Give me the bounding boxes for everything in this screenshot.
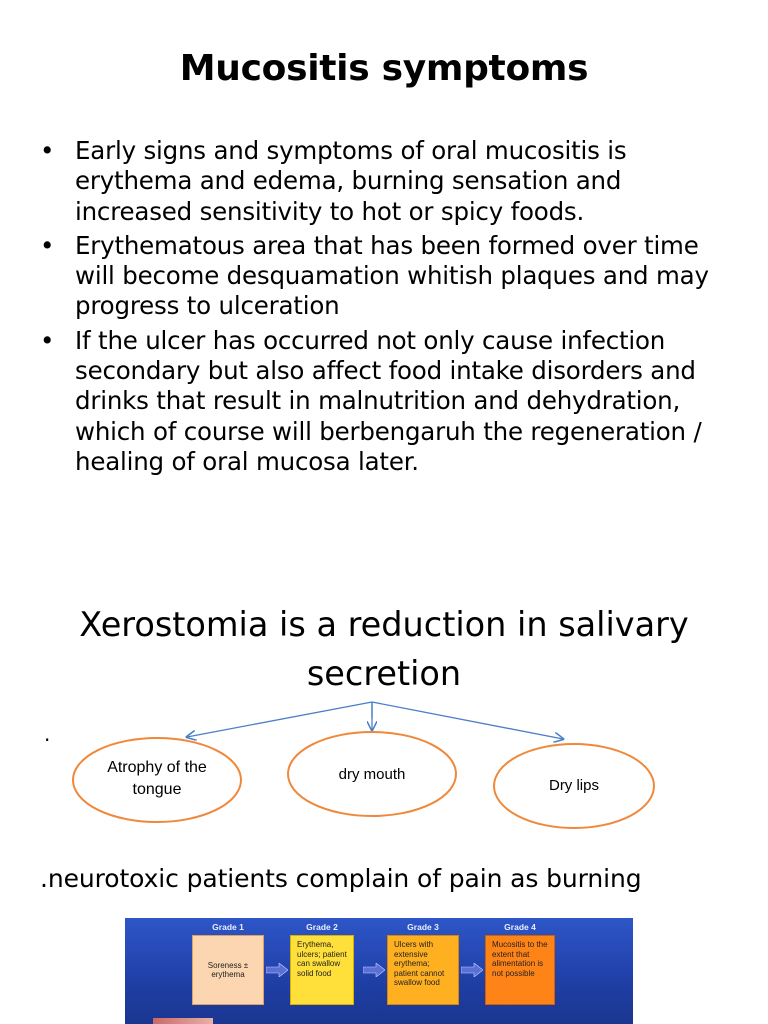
symptom-bullet-list	[40, 136, 740, 481]
bullet-dot-icon: •	[40, 136, 55, 165]
bullet-item	[40, 231, 740, 322]
grade-3-text: Ulcers with extensive erythema; patient cannot swallow food	[394, 940, 445, 987]
bullet-dot-icon: •	[40, 325, 55, 355]
bullet-item	[40, 326, 740, 477]
bullet-text: If the ulcer has occurred not only cause infection secondary but also affect food intake disorders and drinks that result in malnutrition and dehydration, which of course will berbengaruh the regeneration / healing of oral mucosa later.	[75, 325, 702, 476]
arrow-right-icon	[461, 963, 483, 977]
grade-1-text: Soreness ± erythema	[207, 960, 249, 979]
oval-label-dry-lips: Dry lips	[548, 777, 599, 794]
grade-header: Grade 4	[504, 922, 536, 932]
neurotoxic-text: .neurotoxic patients complain of pain as burning	[40, 864, 642, 893]
grade-3-box	[387, 935, 459, 1005]
grade-header: Grade 3	[407, 922, 439, 932]
grade-4-box	[485, 935, 555, 1005]
oval-label-atrophy: Atrophy of the tongue	[107, 759, 207, 798]
grade-header: Grade 2	[306, 922, 338, 932]
grade-1-box	[192, 935, 264, 1005]
arrow-right-icon	[266, 963, 288, 977]
oral-photo-image	[153, 1018, 213, 1024]
grade-2-box	[290, 935, 354, 1005]
grade-header: Grade 1	[212, 922, 244, 932]
grade-2-text: Erythema, ulcers; patient can swallow solid food	[297, 940, 347, 978]
slide-title: Mucositis symptoms	[179, 48, 589, 89]
bullet-text: Erythematous area that has been formed over time will become desquamation whitish plaques and may progress to ulceration	[75, 230, 709, 321]
arrow-right-icon	[363, 963, 385, 977]
bullet-item	[40, 136, 740, 227]
grade-4-text: Mucositis to the extent that alimentation is not possible	[492, 940, 548, 978]
mucositis-grade-figure	[125, 918, 633, 1024]
connector-arrow-left	[187, 702, 372, 737]
bullet-dot-icon: •	[40, 230, 55, 260]
stray-dot: .	[44, 722, 51, 746]
bullet-text: Early signs and symptoms of oral mucositis is erythema and edema, burning sensation and increased sensitivity to hot or spicy foods.	[75, 136, 627, 226]
oval-label-dry-mouth: dry mouth	[338, 766, 406, 783]
xerostomia-heading: Xerostomia is a reduction in salivary secretion	[79, 605, 689, 693]
